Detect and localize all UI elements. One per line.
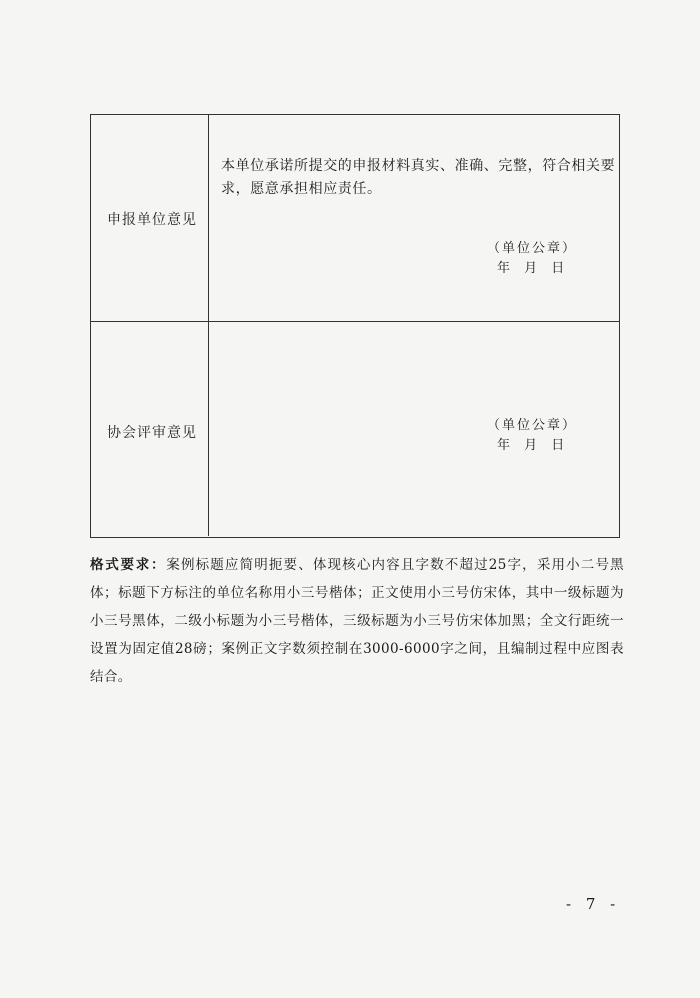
association-review-label: 协会评审意见 <box>107 425 197 441</box>
applicant-seal-placeholder: （单位公章） <box>487 241 578 256</box>
association-review-label-cell <box>91 322 209 536</box>
applicant-commitment-text: 本单位承诺所提交的申报材料真实、准确、完整，符合相关要求，愿意承担相应责任。 <box>221 158 616 197</box>
page-number: - 7 - <box>566 895 621 913</box>
format-requirements-text: 案例标题应简明扼要、体现核心内容且字数不超过25字，采用小二号黑体；标题下方标注的单位名称用小三号楷体；正文使用小三号仿宋体，其中一级标题为小三号黑体，二级小标题为小三号楷体，三级标题为小三号仿宋体加黑；全文行距统一设置为固定值28磅；案例正文字数须控制在3000-6000字之间，且编制过程中应图表结合。 <box>90 557 625 685</box>
format-requirements-label: 格式要求： <box>90 557 167 573</box>
association-review-row <box>91 322 619 536</box>
applicant-opinion-label-cell <box>91 115 209 321</box>
applicant-date-placeholder: 年 月 日 <box>497 261 566 276</box>
applicant-opinion-content-cell <box>209 115 619 321</box>
format-requirements <box>90 551 624 691</box>
association-date-placeholder: 年 月 日 <box>497 438 566 453</box>
association-seal-placeholder: （单位公章） <box>487 418 578 433</box>
applicant-opinion-label: 申报单位意见 <box>107 212 197 228</box>
opinion-form-table <box>90 114 620 538</box>
association-review-content-cell <box>209 322 619 536</box>
applicant-opinion-row <box>91 115 619 322</box>
